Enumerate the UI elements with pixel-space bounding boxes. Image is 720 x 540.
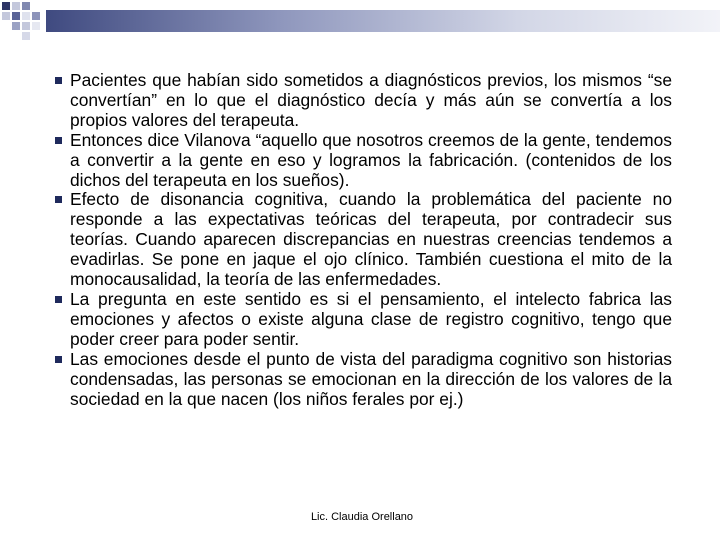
footer-author: Lic. Claudia Orellano: [310, 511, 414, 523]
bullet-text: Entonces dice Vilanova “aquello que nosotros creemos de la gente, tendemos a convertir a la gente en eso y logramos la fabricación. (contenidos de los dichos del terapeuta en los sueños).: [70, 129, 672, 190]
decor-square: [22, 2, 30, 10]
decor-square: [22, 12, 30, 20]
square-bullet-icon: [55, 356, 62, 363]
decor-square: [12, 2, 20, 10]
header-gradient-bar: [46, 10, 720, 32]
footer: [0, 511, 720, 523]
bullet-text: La pregunta en este sentido es si el pensamiento, el intelecto fabrica las emociones y afectos o existe alguna clase de registro cognitivo, tengo que poder creer para poder sentir.: [70, 288, 672, 349]
bullet-item: [52, 190, 672, 290]
bullet-item: [52, 71, 672, 131]
square-bullet-icon: [55, 137, 62, 144]
square-bullet-icon: [55, 196, 62, 203]
bullet-item: [52, 350, 672, 410]
bullet-text: Efecto de disonancia cognitiva, cuando la problemática del paciente no responde a las expectativas teóricas del terapeuta, por contradecir sus teorías. Cuando aparecen discrepancias en nuestras creencias tendemos a evadirlas. Se pone en jaque el ojo clínico. También cuestiona el mito de la monocausalidad, la teoría de las enfermedades.: [70, 189, 672, 290]
decor-square: [12, 12, 20, 20]
decor-square: [22, 22, 30, 30]
square-bullet-icon: [55, 296, 62, 303]
decor-square: [32, 22, 40, 30]
bullet-text: Pacientes que habían sido sometidos a diagnósticos previos, los mismos “se convertían” en lo que el diagnóstico decía y más aún se convertía a los propios valores del terapeuta.: [70, 70, 672, 130]
decor-square: [32, 12, 40, 20]
slide-content: [52, 71, 672, 409]
square-bullet-icon: [55, 77, 62, 84]
decor-square: [22, 32, 30, 40]
header-decoration: [0, 0, 720, 48]
decor-square: [2, 12, 10, 20]
decor-square: [2, 2, 10, 10]
decor-square: [12, 22, 20, 30]
bullet-list: [52, 71, 672, 409]
bullet-text: Las emociones desde el punto de vista del paradigma cognitivo son historias condensadas, las personas se emocionan en la dirección de los valores de la sociedad en la que nacen (los niños ferales por ej.): [70, 348, 672, 409]
bullet-item: [52, 290, 672, 350]
bullet-item: [52, 131, 672, 191]
